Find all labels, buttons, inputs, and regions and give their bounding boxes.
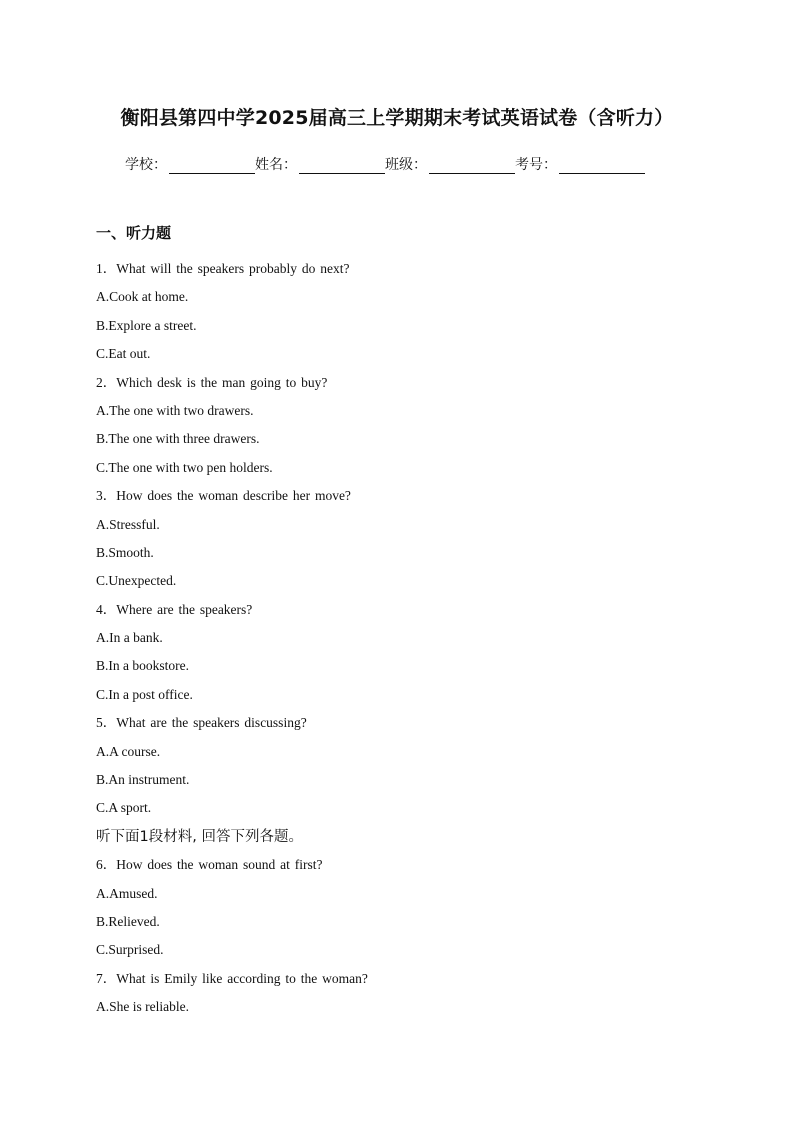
answer-option: B.Explore a street. (96, 317, 197, 333)
answer-option: A.Amused. (96, 885, 158, 901)
answer-option: A.In a bank. (96, 630, 163, 646)
question-text: 3．How does the woman describe her move? (96, 488, 351, 504)
student-info-row (125, 154, 645, 174)
answer-option: A.Stressful. (96, 516, 160, 532)
exam-title: 衡阳县第四中学2025届高三上学期期末考试英语试卷（含听力） (120, 107, 674, 129)
school-label: 学校： (125, 157, 167, 173)
answer-option: C.A sport. (96, 800, 152, 816)
class-blank (429, 157, 515, 174)
answer-option: C.In a post office. (96, 686, 193, 702)
exam-number-field (515, 154, 645, 174)
answer-option: C.The one with two pen holders. (96, 459, 273, 475)
class-label: 班级： (385, 157, 427, 173)
answer-option: B.Smooth. (96, 544, 154, 560)
name-label: 姓名： (255, 157, 297, 173)
instruction-text: 听下面1段材料, 回答下列各题。 (96, 828, 303, 845)
answer-option: A.Cook at home. (96, 289, 189, 305)
question-text: 7．What is Emily like according to the woman? (96, 970, 368, 986)
section-title: 一、听力题 (96, 224, 172, 242)
name-field (255, 154, 385, 174)
name-blank (299, 157, 385, 174)
school-field (125, 154, 255, 174)
answer-option: C.Eat out. (96, 346, 151, 362)
answer-option: A.A course. (96, 743, 161, 759)
question-text: 5．What are the speakers discussing? (96, 715, 307, 731)
answer-option: B.Relieved. (96, 913, 160, 929)
exam-number-blank (559, 157, 645, 174)
answer-option: C.Unexpected. (96, 573, 177, 589)
question-text: 4．Where are the speakers? (96, 601, 253, 617)
school-blank (169, 157, 255, 174)
answer-option: B.In a bookstore. (96, 658, 189, 674)
answer-option: B.The one with three drawers. (96, 431, 260, 447)
question-text: 1．What will the speakers probably do next? (96, 261, 350, 276)
answer-option: A.She is reliable. (96, 999, 189, 1015)
answer-option: C.Surprised. (96, 942, 164, 958)
exam-number-label: 考号： (515, 157, 557, 173)
question-list (96, 260, 716, 1027)
question-text: 2．Which desk is the man going to buy? (96, 374, 328, 390)
answer-option: A.The one with two drawers. (96, 402, 254, 418)
question-text: 6．How does the woman sound at first? (96, 857, 323, 873)
class-field (385, 154, 515, 174)
answer-option: B.An instrument. (96, 772, 190, 788)
